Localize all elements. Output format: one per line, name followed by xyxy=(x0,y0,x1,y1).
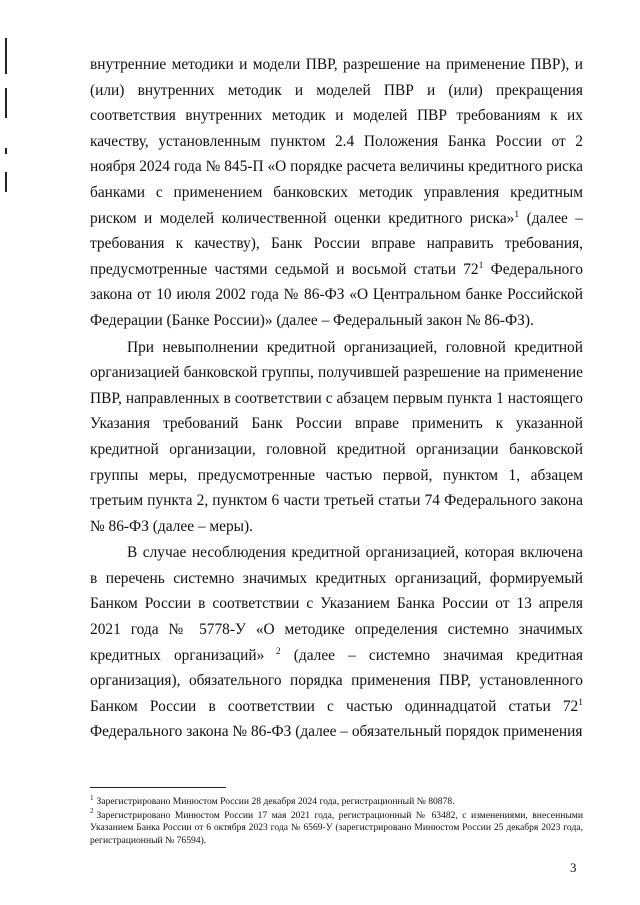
scan-margin-mark xyxy=(5,148,7,154)
footnote-reference: 1 xyxy=(578,697,583,708)
page-number: 3 xyxy=(570,860,577,875)
footnotes xyxy=(90,793,583,848)
scan-margin-mark xyxy=(5,172,7,192)
footnote-reference: 1 xyxy=(514,209,520,220)
footnote-mark: 1 xyxy=(90,793,94,802)
footnote-text: Зарегистрировано Минюстом России 28 декабря 2024 года, регистрационный № 80878. xyxy=(96,796,455,807)
footnote-text: Зарегистрировано Минюстом России 17 мая 2021 года, регистрационный № 63482, с изменениями, внесенными Указанием Банка России от 6 октября 2023 года № 6569-У (зарегистрировано Минюстом России 25 декабря 2023 года, регистрационный № 76594). xyxy=(90,809,583,846)
paragraph-text: (далее – системно значимая кредитная организация), обязательного порядка применения ПВР, установленного Банком России в соответствии с частью одиннадцатой статьи 72 xyxy=(90,646,583,715)
body-paragraph xyxy=(90,540,583,745)
body-paragraph xyxy=(90,335,583,540)
paragraph-text: При невыполнении кредитной организацией, головной кредитной организацией банковской группы, получившей разрешение на применение ПВР, направленных в соответствии с абзацем первым пункта 1 настоящего Указания требований Банк России вправе применить к указанной кредитной организации, головной кредитной организации банковской группы меры, предусмотренные частью первой, пунктом 1, абзацем третьим пункта 2, пунктом 6 части третьей статьи 74 Федерального закона № 86-ФЗ (далее – меры). xyxy=(90,338,583,535)
paragraph-text: В случае несоблюдения кредитной организацией, которая включена в перечень системно значимых кредитных организаций, формируемый Банком России в соответствии с Указанием Банка России от 13 апреля 2021 года № 5778-У «О методике определения системно значимых кредитных организаций» xyxy=(90,544,583,664)
footnote-reference: 2 xyxy=(264,646,281,657)
footnote xyxy=(90,807,583,848)
paragraph-text: Федерального закона от 10 июля 2002 года № 86-ФЗ «О Центральном банке Российской Федерации (Банке России)» (далее – Федеральный закон № 86-ФЗ). xyxy=(90,260,584,329)
scan-margin-mark xyxy=(5,88,7,118)
footnote xyxy=(90,793,583,809)
scan-margin-mark xyxy=(5,38,7,74)
body-paragraph xyxy=(90,52,583,334)
footnote-reference: 1 xyxy=(478,260,484,271)
footnote-separator xyxy=(90,787,226,788)
paragraph-text: внутренние методики и модели ПВР, разрешение на применение ПВР), и (или) внутренних методик и моделей ПВР и (или) прекращения соответствия внутренних методик и моделей ПВР требованиям к их качеству, установленным пунктом 2.4 Положения Банка России от 2 ноября 2024 года № 845-П «О порядке расчета величины кредитного риска банками с применением банковских методик управления кредитным риском и моделей количественной оценки кредитного риска» xyxy=(90,56,583,227)
paragraph-text: (далее – требования к качеству), Банк России вправе направить требования, предусмотренные частями седьмой и восьмой статьи 72 xyxy=(90,209,584,278)
footnote-mark: 2 xyxy=(90,807,94,816)
paragraph-text: Федерального закона № 86-ФЗ (далее – обязательный порядок применения xyxy=(90,723,583,741)
paragraphs xyxy=(90,52,583,745)
document-body xyxy=(90,52,583,745)
